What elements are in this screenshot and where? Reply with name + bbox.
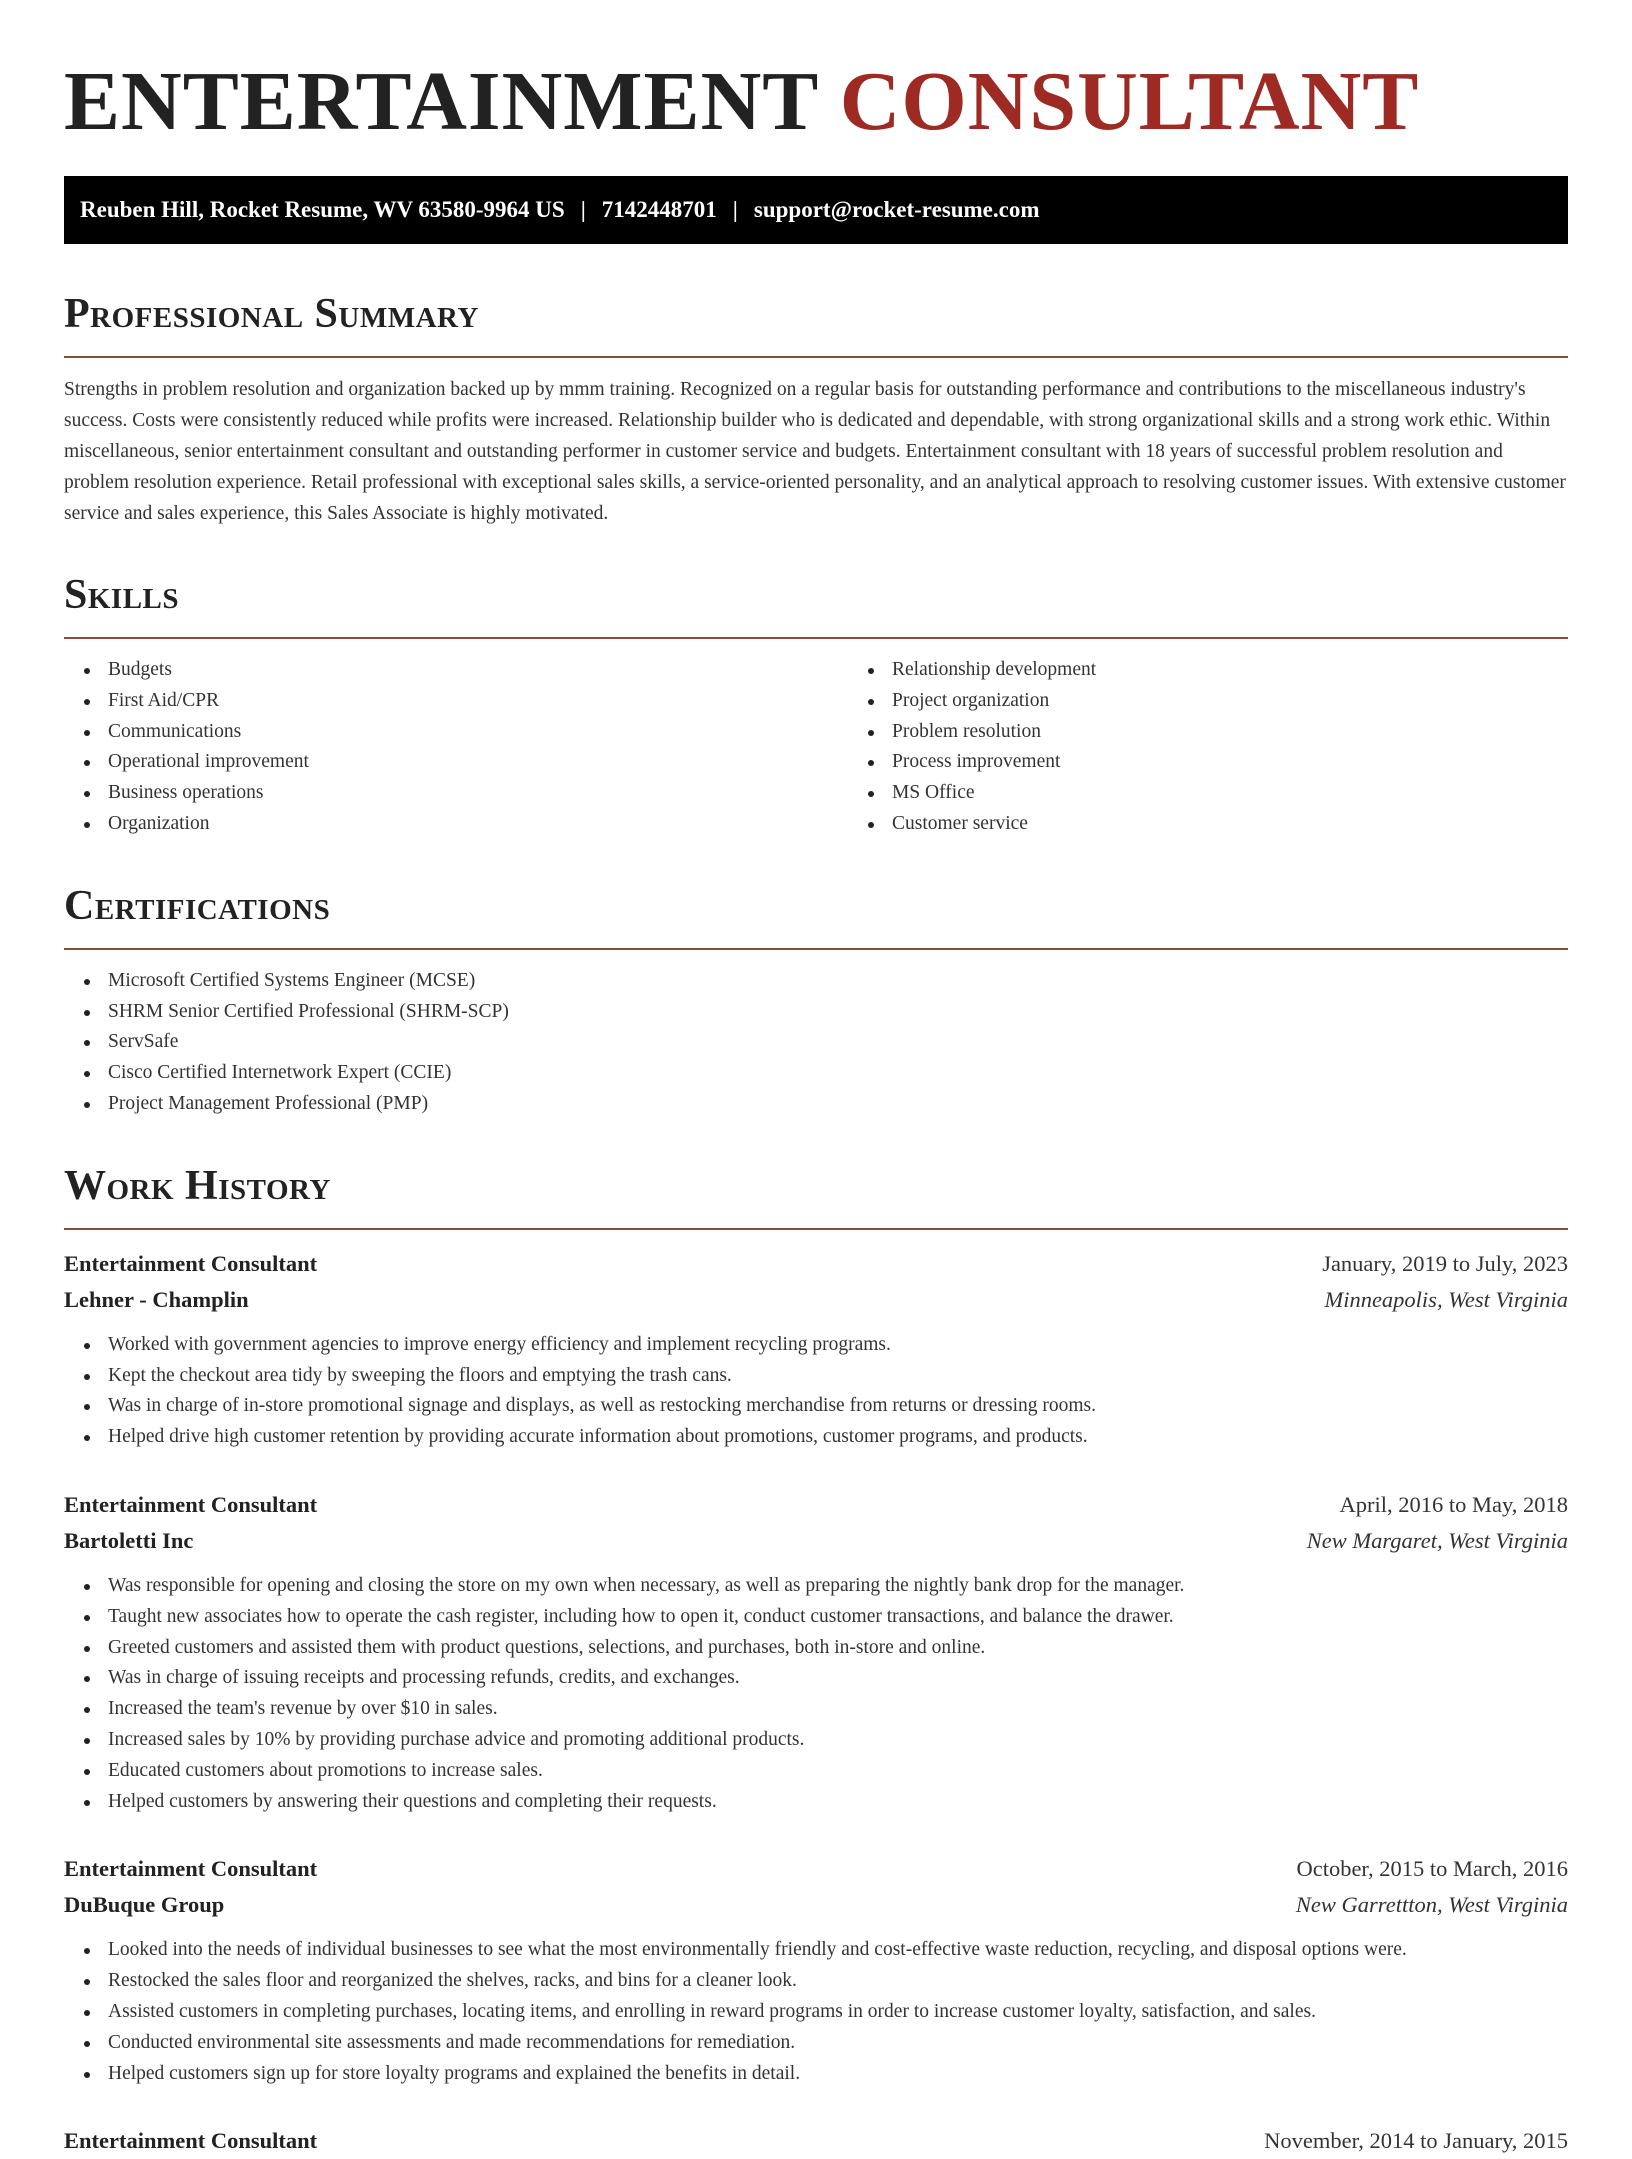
section-divider	[64, 637, 1568, 639]
work-history-title: Work History	[64, 1162, 331, 1209]
contact-separator: |	[732, 197, 738, 222]
job-duty: Was in charge of in-store promotional signage and displays, as well as restocking merchandise from returns or dressing rooms.	[108, 1391, 1568, 1422]
skill-item: Project organization	[892, 686, 1632, 717]
contact-separator: |	[580, 197, 586, 222]
job-dates: October, 2015 to March, 2016	[1296, 1856, 1568, 1882]
job-duty: Helped drive high customer retention by providing accurate information about promotions, customer programs, and products.	[108, 1422, 1568, 1453]
job-duty: Conducted environmental site assessments and made recommendations for remediation.	[108, 2028, 1568, 2059]
section-divider	[64, 356, 1568, 358]
job-entry	[64, 1487, 1568, 1817]
job-entry	[64, 1246, 1568, 1453]
contact-address: Reuben Hill, Rocket Resume, WV 63580-9964 US	[80, 197, 565, 222]
job-location: Minneapolis, West Virginia	[1324, 1286, 1568, 1312]
job-dates: April, 2016 to May, 2018	[1339, 1491, 1568, 1517]
skills-list-left	[64, 655, 848, 840]
job-title: Entertainment Consultant	[64, 2128, 318, 2154]
summary-title: Professional Summary	[64, 291, 479, 337]
skill-item: First Aid/CPR	[108, 686, 848, 717]
job-header-row	[64, 2123, 1568, 2159]
job-company: Lehner - Champlin	[64, 1286, 249, 1312]
job-title: Entertainment Consultant	[64, 1250, 318, 1276]
job-duties-list	[64, 1935, 1568, 2089]
name-last-word: CONSULTANT	[839, 55, 1420, 148]
job-duty: Was responsible for opening and closing the store on my own when necessary, as well as preparing the nightly bank drop for the manager.	[108, 1571, 1568, 1602]
job-duties-list	[64, 1571, 1568, 1817]
certification-item: SHRM Senior Certified Professional (SHRM-SCP)	[108, 997, 1568, 1028]
job-duty: Assisted customers in completing purchases, locating items, and enrolling in reward programs in order to increase customer loyalty, satisfaction, and sales.	[108, 1997, 1568, 2028]
job-duty: Worked with government agencies to improve energy efficiency and implement recycling programs.	[108, 1330, 1568, 1361]
job-entry	[64, 2123, 1568, 2159]
job-location: New Garrettton, West Virginia	[1295, 1892, 1568, 1918]
job-company-row	[64, 1523, 1568, 1559]
job-duty: Helped customers by answering their questions and completing their requests.	[108, 1787, 1568, 1818]
job-duty: Increased sales by 10% by providing purchase advice and promoting additional products.	[108, 1725, 1568, 1756]
job-duty: Educated customers about promotions to increase sales.	[108, 1756, 1568, 1787]
section-divider	[64, 1228, 1568, 1230]
name-first-word: ENTERTAINMENT	[64, 55, 818, 148]
skill-item: Problem resolution	[892, 717, 1632, 748]
job-dates: November, 2014 to January, 2015	[1264, 2128, 1568, 2154]
job-location: New Margaret, West Virginia	[1306, 1527, 1568, 1553]
summary-text: Strengths in problem resolution and organization backed up by mmm training. Recognized on a regular basis for outstanding performance and contributions to the miscellaneous industry's success. Costs were consistently reduced while profits were increased. Relationship builder who is dedicated and dependable, with strong organizational skills and a strong work ethic. Within miscellaneous, senior entertainment consultant and outstanding performer in customer service and budgets. Entertainment consultant with 18 years of successful problem resolution and problem resolution experience. Retail professional with exceptional sales skills, a service-oriented personality, and an analytical approach to resolving customer issues. With extensive customer service and sales experience, this Sales Associate is highly motivated.	[64, 379, 1566, 524]
resume-name-heading	[64, 52, 1568, 152]
job-duties-list	[64, 1330, 1568, 1453]
job-duty: Helped customers sign up for store loyalty programs and explained the benefits in detail.	[108, 2059, 1568, 2090]
summary-section	[64, 288, 1568, 529]
job-title: Entertainment Consultant	[64, 1856, 318, 1882]
certifications-list	[64, 966, 1568, 1120]
skills-list-right	[848, 655, 1632, 840]
skill-item: Organization	[108, 809, 848, 840]
skill-item: Relationship development	[892, 655, 1632, 686]
work-history-section	[64, 1160, 1568, 2159]
job-duty: Kept the checkout area tidy by sweeping the floors and emptying the trash cans.	[108, 1361, 1568, 1392]
job-header-row	[64, 1851, 1568, 1887]
contact-bar	[64, 176, 1568, 244]
job-duty: Was in charge of issuing receipts and processing refunds, credits, and exchanges.	[108, 1663, 1568, 1694]
skill-item: MS Office	[892, 778, 1632, 809]
skill-item: Operational improvement	[108, 747, 848, 778]
skills-columns	[64, 655, 1568, 840]
certification-item: Cisco Certified Internetwork Expert (CCIE)	[108, 1058, 1568, 1089]
job-duty: Increased the team's revenue by over $10 in sales.	[108, 1694, 1568, 1725]
certification-item: Microsoft Certified Systems Engineer (MCSE)	[108, 966, 1568, 997]
contact-email: support@rocket-resume.com	[753, 197, 1040, 222]
skill-item: Business operations	[108, 778, 848, 809]
job-entry	[64, 1851, 1568, 2089]
job-duty: Taught new associates how to operate the cash register, including how to open it, conduct customer transactions, and balance the drawer.	[108, 1602, 1568, 1633]
section-divider	[64, 948, 1568, 950]
skill-item: Process improvement	[892, 747, 1632, 778]
job-company-row	[64, 1887, 1568, 1923]
job-header-row	[64, 1246, 1568, 1282]
job-company: Bartoletti Inc	[64, 1527, 194, 1553]
skills-section	[64, 569, 1568, 840]
job-company-row	[64, 1282, 1568, 1318]
job-dates: January, 2019 to July, 2023	[1322, 1250, 1568, 1276]
job-duty: Looked into the needs of individual businesses to see what the most environmentally friendly and cost-effective waste reduction, recycling, and disposal options were.	[108, 1935, 1568, 1966]
certification-item: Project Management Professional (PMP)	[108, 1089, 1568, 1120]
job-company: DuBuque Group	[64, 1892, 225, 1918]
certification-item: ServSafe	[108, 1027, 1568, 1058]
skill-item: Budgets	[108, 655, 848, 686]
job-duty: Greeted customers and assisted them with product questions, selections, and purchases, both in-store and online.	[108, 1633, 1568, 1664]
skills-title: Skills	[64, 572, 180, 618]
certifications-title: Certifications	[64, 882, 331, 929]
job-header-row	[64, 1487, 1568, 1523]
job-title: Entertainment Consultant	[64, 1491, 318, 1517]
job-duty: Restocked the sales floor and reorganized the shelves, racks, and bins for a cleaner look.	[108, 1966, 1568, 1997]
skill-item: Customer service	[892, 809, 1632, 840]
certifications-section	[64, 880, 1568, 1120]
skill-item: Communications	[108, 717, 848, 748]
contact-phone: 7142448701	[601, 197, 717, 222]
